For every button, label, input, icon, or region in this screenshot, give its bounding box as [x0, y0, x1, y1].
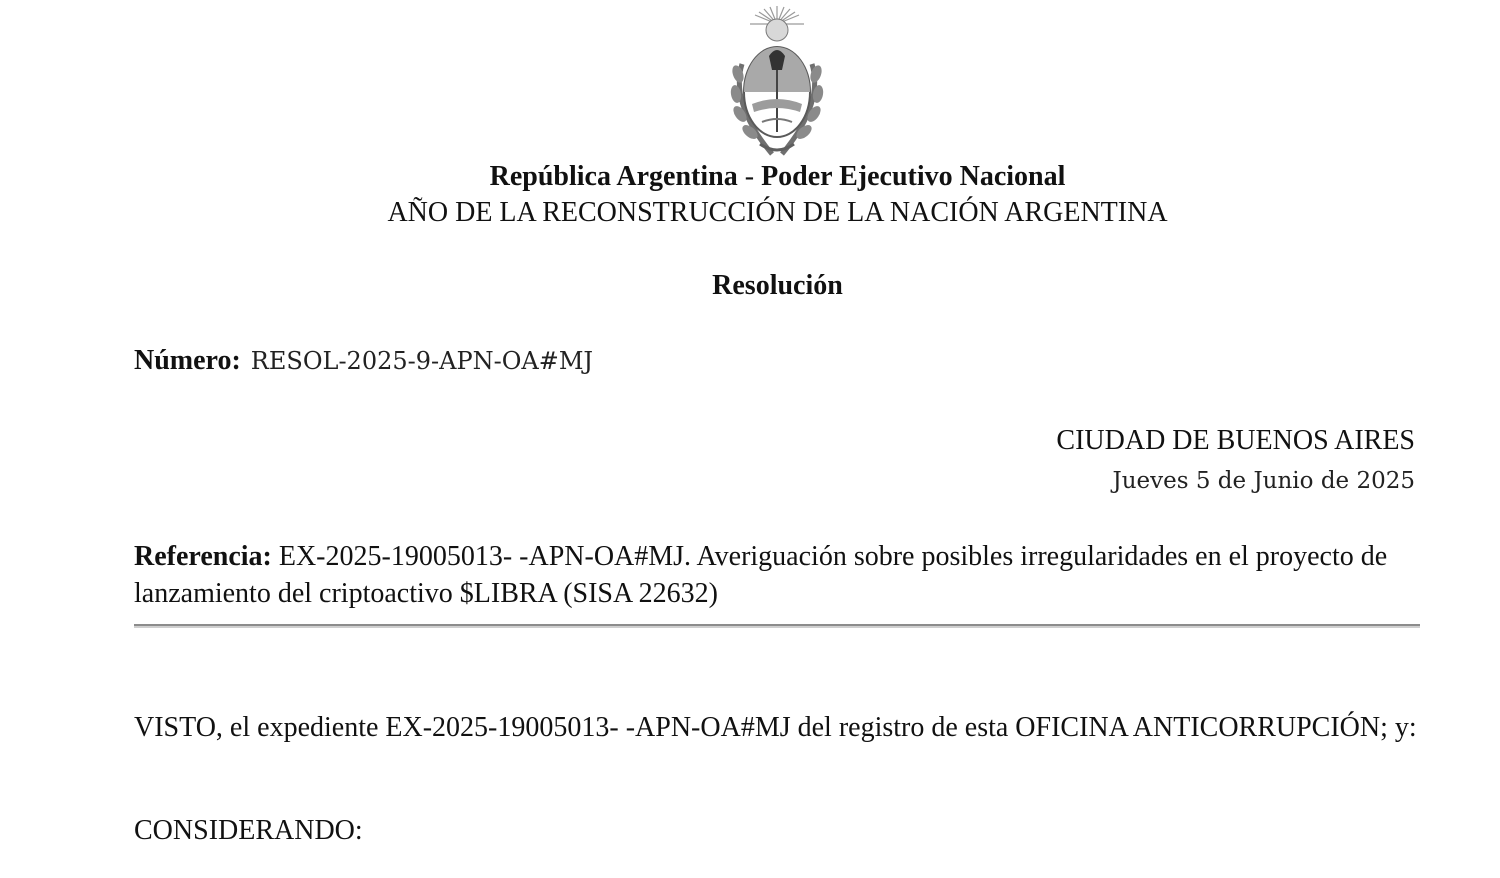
document-number-value: RESOL-2025-9-APN-OA#MJ: [250, 347, 594, 375]
document-number-label: Número:: [134, 345, 241, 376]
visto-paragraph: VISTO, el expediente EX-2025-19005013- -APN-OA#MJ del registro de esta OFICINA ANTICORRUPCIÓN; y:: [134, 712, 1417, 743]
issue-date: Jueves 5 de Junio de 2025: [1112, 468, 1415, 494]
reference-label: Referencia:: [134, 541, 272, 572]
year-motto: AÑO DE LA RECONSTRUCCIÓN DE LA NACIÓN ARGENTINA: [387, 197, 1168, 228]
header-separator: -: [737, 161, 762, 192]
document-type-title: Resolución: [712, 270, 843, 301]
reference-block: [134, 538, 1416, 612]
header-divider: [134, 624, 1420, 628]
republic-name: República Argentina: [489, 161, 738, 192]
executive-branch-name: Poder Ejecutivo Nacional: [761, 161, 1066, 192]
issue-city: CIUDAD DE BUENOS AIRES: [1056, 425, 1415, 456]
coat-of-arms-icon: [722, 4, 832, 160]
document-number: [134, 344, 593, 378]
reference-text: EX-2025-19005013- -APN-OA#MJ. Averiguación sobre posibles irregularidades en el proyecto de lanzamiento del criptoactivo $LIBRA (SISA 22632): [134, 541, 1388, 609]
issuer-header: [0, 160, 1500, 194]
considerando-heading: CONSIDERANDO:: [134, 815, 363, 846]
